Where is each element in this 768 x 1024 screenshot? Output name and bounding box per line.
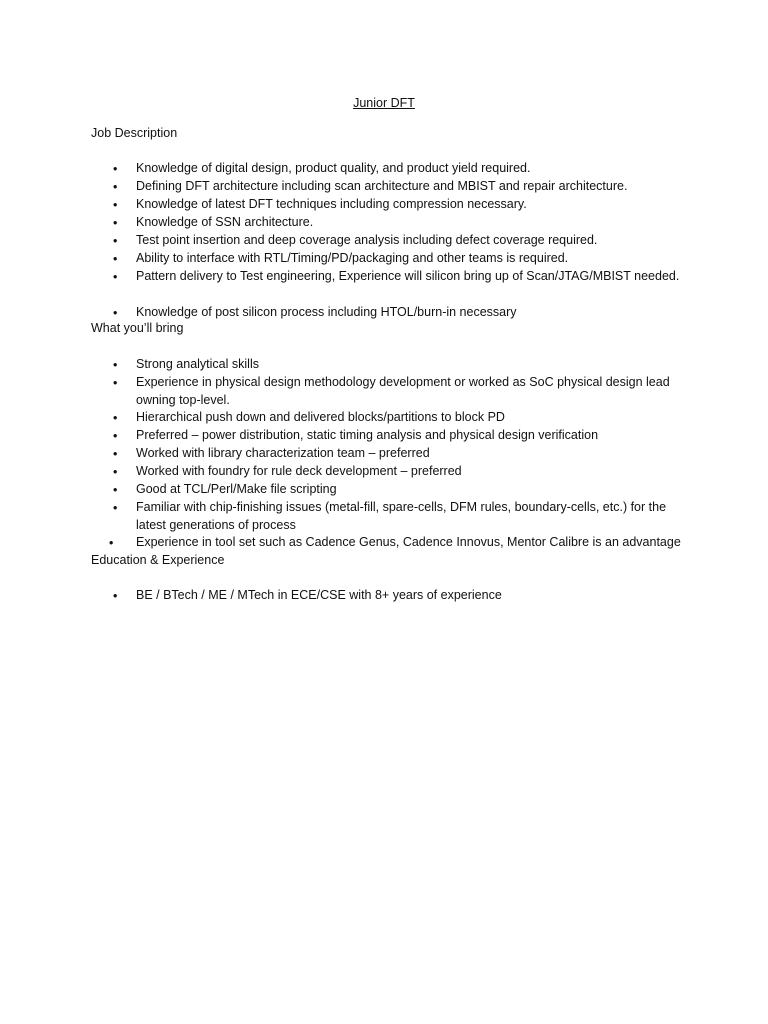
list-item: Experience in tool set such as Cadence Genus, Cadence Innovus, Mentor Calibre is an advantage bbox=[136, 535, 681, 549]
list-item: Worked with library characterization team – preferred bbox=[136, 446, 430, 460]
section-heading-job-description: Job Description bbox=[91, 126, 178, 140]
document-title: Junior DFT bbox=[353, 96, 415, 110]
bullet-marker: • bbox=[113, 411, 118, 425]
list-item: Strong analytical skills bbox=[136, 357, 259, 371]
bullet-marker: • bbox=[109, 536, 114, 550]
section-heading-what-youll-bring: What you’ll bring bbox=[91, 321, 184, 335]
list-item: Familiar with chip-finishing issues (metal-fill, spare-cells, DFM rules, boundary-cells, etc.) for the latest generations of process bbox=[136, 500, 667, 532]
bullet-marker: • bbox=[113, 216, 118, 230]
list-item: Knowledge of post silicon process including HTOL/burn-in necessary bbox=[136, 305, 517, 319]
list-item: Preferred – power distribution, static timing analysis and physical design verification bbox=[136, 428, 599, 442]
bullet-marker: • bbox=[113, 180, 118, 194]
list-item: Pattern delivery to Test engineering, Experience will silicon bring up of Scan/JTAG/MBIST needed. bbox=[136, 269, 680, 283]
list-item: Worked with foundry for rule deck development – preferred bbox=[136, 464, 462, 478]
list-item: Good at TCL/Perl/Make file scripting bbox=[136, 482, 337, 496]
list-item: Hierarchical push down and delivered blocks/partitions to block PD bbox=[136, 410, 505, 424]
bullet-marker: • bbox=[113, 501, 118, 515]
bullet-marker: • bbox=[113, 429, 118, 443]
bullet-marker: • bbox=[113, 465, 118, 479]
bullet-marker: • bbox=[113, 252, 118, 266]
bullet-marker: • bbox=[113, 483, 118, 497]
list-item: Ability to interface with RTL/Timing/PD/packaging and other teams is required. bbox=[136, 251, 569, 265]
list-item: Test point insertion and deep coverage analysis including defect coverage required. bbox=[136, 233, 598, 247]
list-item: Defining DFT architecture including scan architecture and MBIST and repair architecture. bbox=[136, 179, 628, 193]
list-item: Experience in physical design methodology development or worked as SoC physical design lead owning top-level. bbox=[136, 375, 670, 407]
list-item: Knowledge of digital design, product quality, and product yield required. bbox=[136, 161, 531, 175]
bullet-marker: • bbox=[113, 306, 118, 320]
bullet-marker: • bbox=[113, 447, 118, 461]
bullet-marker: • bbox=[113, 198, 118, 212]
bullet-marker: • bbox=[113, 376, 118, 390]
bullet-marker: • bbox=[113, 162, 118, 176]
bullet-marker: • bbox=[113, 234, 118, 248]
bullet-marker: • bbox=[113, 358, 118, 372]
list-item: BE / BTech / ME / MTech in ECE/CSE with 8+ years of experience bbox=[136, 588, 502, 602]
list-item: Knowledge of SSN architecture. bbox=[136, 215, 314, 229]
list-item: Knowledge of latest DFT techniques including compression necessary. bbox=[136, 197, 527, 211]
bullet-marker: • bbox=[113, 270, 118, 284]
section-heading-education-experience: Education & Experience bbox=[91, 553, 225, 567]
bullet-marker: • bbox=[113, 589, 118, 603]
